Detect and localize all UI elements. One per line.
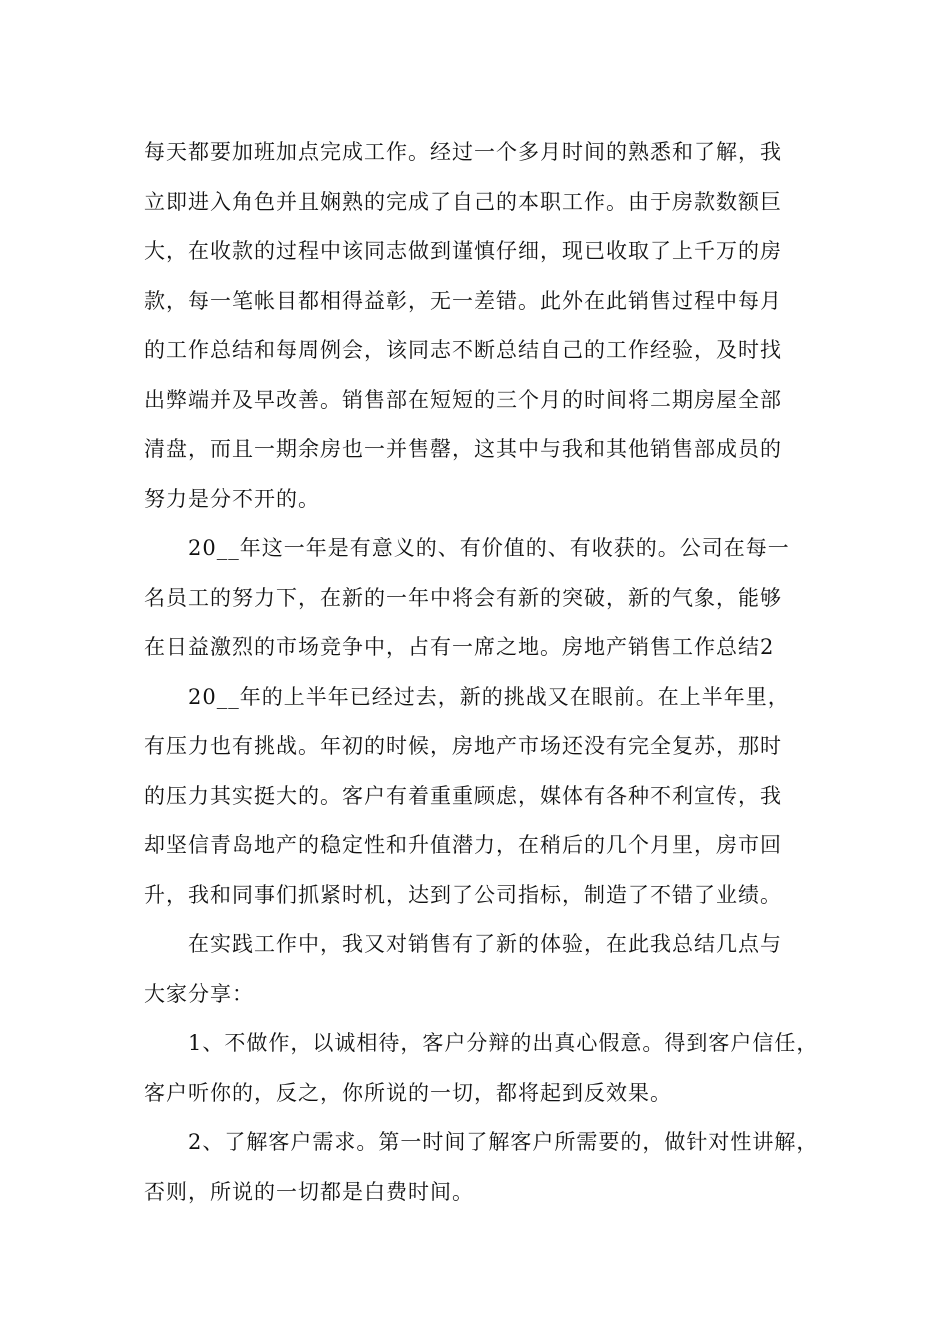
text-line: 清盘，而且一期余房也一并售罄，这其中与我和其他销售部成员的 [144, 437, 782, 461]
text-line: 客户听你的，反之，你所说的一切，都将起到反效果。 [144, 1080, 672, 1105]
list-item-line: 1、不做作，以诚相待，客户分辩的出真心假意。得到客户信任， [188, 1031, 819, 1055]
text-line: 名员工的努力下，在新的一年中将会有新的突破，新的气象，能够 [144, 585, 782, 610]
list-item-line: 2、了解客户需求。第一时间了解客户所需要的，做针对性讲解， [188, 1130, 819, 1154]
text-line: 升，我和同事们抓紧时机，达到了公司指标，制造了不错了业绩。 [144, 882, 782, 907]
paragraph-start-line: 20__年的上半年已经过去，新的挑战又在眼前。在上半年里， [188, 684, 790, 709]
text-line: 却坚信青岛地产的稳定性和升值潜力，在稍后的几个月里，房市回 [144, 833, 782, 857]
text-line: 大，在收款的过程中该同志做到谨慎仔细，现已收取了上千万的房 [144, 239, 782, 263]
document-body [144, 128, 824, 1217]
text-line: 大家分享： [144, 981, 254, 1006]
text-line: 出弊端并及早改善。销售部在短短的三个月的时间将二期房屋全部 [144, 387, 782, 412]
paragraph-start-line: 在实践工作中，我又对销售有了新的体验，在此我总结几点与 [188, 932, 782, 956]
text-line: 有压力也有挑战。年初的时候，房地产市场还没有完全复苏，那时 [144, 734, 782, 758]
text-line: 的压力其实挺大的。客户有着重重顾虑，媒体有各种不利宣传，我 [144, 783, 782, 808]
text-line: 的工作总结和每周例会，该同志不断总结自己的工作经验，及时找 [144, 338, 782, 362]
text-line: 款，每一笔帐目都相得益彰，无一差错。此外在此销售过程中每月 [144, 288, 782, 313]
text-line: 立即进入角色并且娴熟的完成了自己的本职工作。由于房款数额巨 [144, 189, 782, 214]
text-line: 否则，所说的一切都是白费时间。 [144, 1179, 474, 1204]
text-line: 每天都要加班加点完成工作。经过一个多月时间的熟悉和了解，我 [144, 140, 782, 164]
text-line: 努力是分不开的。 [144, 486, 320, 511]
text-line: 在日益激烈的市场竞争中，占有一席之地。房地产销售工作总结2 [144, 635, 775, 659]
paragraph-start-line: 20__年这一年是有意义的、有价值的、有收获的。公司在每一 [188, 536, 790, 560]
